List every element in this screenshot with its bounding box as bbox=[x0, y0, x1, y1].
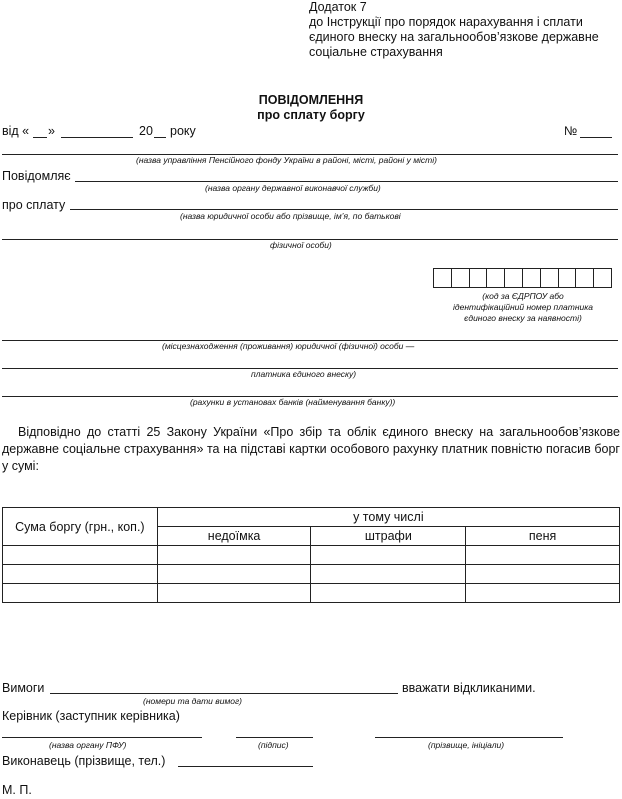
date-quote-close: » bbox=[48, 124, 55, 138]
caption-edrpou-2: ідентифікаційний номер платника bbox=[453, 302, 593, 312]
caption-exec-service: (назва органу державної виконавчої служби) bbox=[205, 183, 381, 193]
date-from-label: від « bbox=[2, 124, 30, 138]
exec-service-field[interactable] bbox=[75, 181, 618, 182]
head-label: Керівник (заступник керівника) bbox=[2, 709, 180, 723]
caption-payer-name-1: (назва юридичної особи або прізвище, ім’я, по батькові bbox=[180, 211, 401, 221]
edrpou-digit-box[interactable] bbox=[540, 268, 559, 288]
edrpou-digit-box[interactable] bbox=[469, 268, 488, 288]
header-arrears: недоїмка bbox=[157, 527, 311, 546]
claims-tail: вважати відкликаними. bbox=[402, 681, 536, 695]
body-paragraph-text: Відповідно до статті 25 Закону України «Про збір та облік єдиного внеску на загальнообов’язкове державне соціальне страхування» та на підставі картки особового рахунку платник повністю погасив борг у сумі: bbox=[2, 425, 620, 473]
caption-pfu-office: (назва управління Пенсійного фонду України в районі, місті, районі у місті) bbox=[136, 155, 437, 165]
caption-edrpou-3: єдиного внеску за наявності) bbox=[464, 313, 582, 323]
table-row bbox=[3, 584, 620, 603]
table-cell[interactable] bbox=[311, 565, 466, 584]
page-title: ПОВІДОМЛЕННЯ bbox=[258, 93, 364, 107]
caption-claims: (номери та дати вимог) bbox=[143, 696, 243, 706]
edrpou-digit-box[interactable] bbox=[486, 268, 505, 288]
edrpou-digit-box[interactable] bbox=[558, 268, 577, 288]
claims-field[interactable] bbox=[50, 693, 398, 694]
annex-line-2: до Інструкції про порядок нарахування і сплати bbox=[309, 15, 583, 29]
caption-location-2: платника єдиного внеску) bbox=[251, 369, 357, 379]
number-field[interactable] bbox=[580, 137, 612, 138]
table-cell[interactable] bbox=[3, 565, 158, 584]
number-label: № bbox=[564, 124, 578, 138]
table-header-row bbox=[3, 508, 620, 527]
executor-label: Виконавець (прізвище, тел.) bbox=[2, 754, 166, 768]
claims-label: Вимоги bbox=[2, 681, 45, 695]
edrpou-digit-box[interactable] bbox=[575, 268, 594, 288]
caption-surname: (прізвище, ініціали) bbox=[428, 740, 505, 750]
table-cell[interactable] bbox=[3, 584, 158, 603]
pfu-body-field[interactable] bbox=[2, 737, 202, 738]
table-row bbox=[3, 546, 620, 565]
stamp-label: М. П. bbox=[2, 783, 32, 797]
date-day-field[interactable] bbox=[33, 137, 47, 138]
date-year-suffix: року bbox=[170, 124, 196, 138]
body-paragraph bbox=[2, 424, 620, 475]
caption-pfu-body: (назва органу ПФУ) bbox=[49, 740, 127, 750]
table-cell[interactable] bbox=[157, 584, 311, 603]
table-cell[interactable] bbox=[311, 584, 466, 603]
annex-line-4: соціальне страхування bbox=[309, 45, 443, 59]
header-fines: штрафи bbox=[311, 527, 466, 546]
debt-table bbox=[2, 507, 620, 603]
table-cell[interactable] bbox=[466, 565, 620, 584]
table-cell[interactable] bbox=[157, 565, 311, 584]
edrpou-digit-box[interactable] bbox=[522, 268, 541, 288]
caption-edrpou-1: (код за ЄДРПОУ або bbox=[482, 291, 564, 301]
table-row bbox=[3, 565, 620, 584]
date-year-prefix: 20 bbox=[139, 124, 153, 138]
edrpou-digit-box[interactable] bbox=[433, 268, 452, 288]
surname-field[interactable] bbox=[375, 737, 563, 738]
notifies-label: Повідомляє bbox=[2, 169, 71, 183]
executor-field[interactable] bbox=[178, 766, 313, 767]
annex-line-1: Додаток 7 bbox=[309, 0, 367, 14]
header-penalty: пеня bbox=[466, 527, 620, 546]
table-cell[interactable] bbox=[466, 546, 620, 565]
about-payment-label: про сплату bbox=[2, 198, 66, 212]
edrpou-digit-box[interactable] bbox=[451, 268, 470, 288]
edrpou-digit-box[interactable] bbox=[593, 268, 612, 288]
caption-accounts: (рахунки в установах банків (найменування банку)) bbox=[190, 397, 396, 407]
edrpou-code-boxes[interactable] bbox=[434, 268, 612, 288]
date-year-field[interactable] bbox=[154, 137, 166, 138]
table-cell[interactable] bbox=[3, 546, 158, 565]
caption-location-1: (місцезнаходження (проживання) юридичної (фізичної) особи — bbox=[162, 341, 415, 351]
header-including: у тому числі bbox=[157, 508, 619, 527]
table-cell[interactable] bbox=[311, 546, 466, 565]
annex-line-3: єдиного внеску на загальнообов’язкове державне bbox=[309, 30, 599, 44]
signature-field[interactable] bbox=[236, 737, 313, 738]
caption-signature: (підпис) bbox=[258, 740, 289, 750]
header-amount: Сума боргу (грн., коп.) bbox=[3, 508, 158, 546]
date-month-field[interactable] bbox=[61, 137, 133, 138]
annex-header bbox=[309, 0, 609, 60]
payer-name-field[interactable] bbox=[70, 209, 618, 210]
table-cell[interactable] bbox=[466, 584, 620, 603]
table-cell[interactable] bbox=[157, 546, 311, 565]
page-subtitle: про сплату боргу bbox=[257, 108, 365, 122]
edrpou-digit-box[interactable] bbox=[504, 268, 523, 288]
caption-payer-name-2: фізичної особи) bbox=[270, 240, 332, 250]
